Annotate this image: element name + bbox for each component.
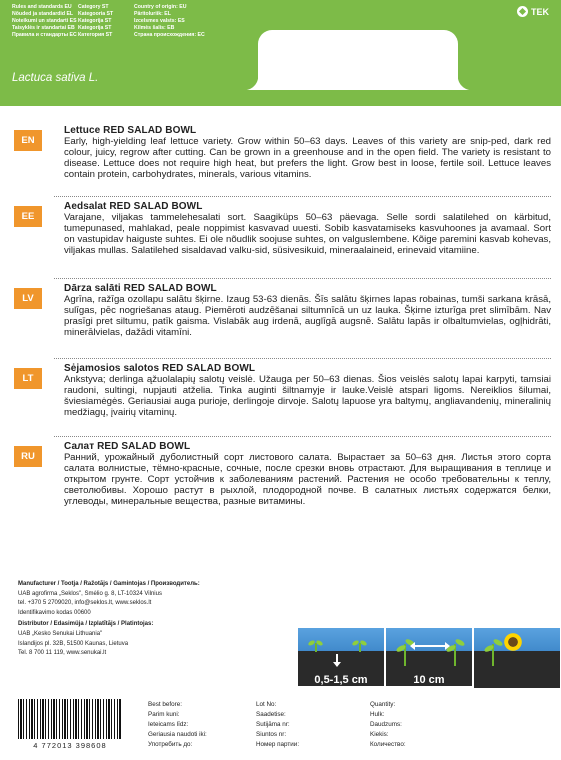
origin-line: Kilmės šalis: EB <box>134 25 175 31</box>
sprout-icon <box>356 639 364 651</box>
sowing-illustrations <box>298 628 560 674</box>
quantity-labels <box>370 700 406 750</box>
lang-badge: LT <box>14 368 42 389</box>
lot-label: Sutijāma nr: <box>256 721 290 728</box>
section-title: Sėjamosios salotos RED SALAD BOWL <box>64 363 256 374</box>
lot-labels <box>256 700 299 750</box>
quantity-label: Quantity: <box>370 701 396 708</box>
sowing-depth-label: 0,5-1,5 cm <box>298 674 384 686</box>
rules-line: Правила и стандарты ЕС <box>12 32 77 38</box>
origin-line: Country of origin: EU <box>134 4 187 10</box>
arrow-down-icon <box>336 654 338 664</box>
sprout-icon <box>312 639 320 651</box>
best-before-label: Geriausia naudoti iki: <box>148 731 207 738</box>
soil <box>474 674 560 688</box>
rules-line: Rules and standards EU <box>12 4 72 10</box>
origin-line: Päritoluriik: EL <box>134 11 171 17</box>
section-title: Салат RED SALAD BOWL <box>64 441 191 452</box>
best-before-labels <box>148 700 207 750</box>
category-line: Kategorija ST <box>78 25 112 31</box>
category-line: Kategorija ST <box>78 18 112 24</box>
lang-badge: RU <box>14 446 42 467</box>
section-ee <box>0 196 561 278</box>
plant-spacing-image <box>386 628 472 674</box>
barcode <box>10 695 130 755</box>
sowing-depth-image <box>298 628 384 674</box>
latin-name: Lactuca sativa L. <box>12 72 99 84</box>
quantity-label: Hulk: <box>370 711 385 718</box>
section-ru <box>0 436 561 528</box>
standards-grid <box>12 4 214 39</box>
sunlight-image <box>474 628 560 674</box>
manufacturer-id: Identifikavimo kodas 00600 <box>18 609 91 616</box>
rules-column <box>12 4 77 39</box>
divider <box>54 358 551 359</box>
brand-logo <box>517 6 549 17</box>
manufacturer-contact: tel. +370 5 2709020, info@seklos.lt, www.seklos.lt <box>18 600 152 607</box>
section-en <box>0 120 561 196</box>
lot-label: Lot No: <box>256 701 277 708</box>
best-before-label: Ieteicams līdz: <box>148 721 189 728</box>
distributor-contact: Tel. 8 700 11 119, www.senukai.lt <box>18 650 107 657</box>
origin-line: Страна происхождения: ЕС <box>134 32 205 38</box>
header-banner <box>0 0 561 106</box>
rules-line: Taisyklės ir standartai EB <box>12 25 75 31</box>
barcode-number: 4 772013 398608 <box>33 741 107 750</box>
category-line: Kategooria ST <box>78 11 114 17</box>
category-line: Категория ST <box>78 32 113 38</box>
section-body: Early, high-yielding leaf lettuce variety. Grow within 50–63 days. Leaves of this variety are snip-ped, dark red colour, juicy, regrow after cutting. Can be grown in a greenhouse and in the open field. The variety is resistant to disease. Lettuce does not require high heat, but prefers the light. Grow best in loose, fertile soil. Lettuce leaves contain protein, carbohydrates, minerals, various vitamins. <box>64 136 551 180</box>
lang-badge: LV <box>14 288 42 309</box>
distributor-address: Islandijos pl. 32B, 51500 Kaunas, Lietuva <box>18 640 129 647</box>
lot-label: Siuntos nr: <box>256 731 287 738</box>
quantity-label: Количество: <box>370 741 406 748</box>
rules-line: Noteikumi un standarti ES <box>12 18 77 24</box>
soil <box>298 651 384 674</box>
tek-logo-icon <box>517 6 528 17</box>
best-before-label: Best before: <box>148 701 182 708</box>
quantity-label: Daudzums: <box>370 721 402 728</box>
section-body: Ранний, урожайный дуболистный сорт листового салата. Вырастает за 50–63 дня. Листья этого сорта салата волнистые, тёмно-красные, сочные, после срезки вновь отрастают. Для выращивания в теплице и открытом грунте. Сорт устойчив к заболеваниям растений. Растения не особо требовательны к теплу, светолюбивы. Хорошо растут в рыхлой, плодородной почве. В салатных листьях содержатся белки, углеводы, минеральные вещества, разные витамины. <box>64 452 551 507</box>
section-title: Lettuce RED SALAD BOWL <box>64 125 197 136</box>
origin-line: Izcelsmes valsts: ES <box>134 18 185 24</box>
seedling-icon <box>484 634 502 664</box>
plant-spacing-label: 10 cm <box>386 674 472 686</box>
header-notch <box>258 30 458 90</box>
section-title: Dārza salāti RED SALAD BOWL <box>64 283 217 294</box>
section-body: Agrīna, ražīga ozollapu salātu šķirne. Izaug 53-63 dienās. Šīs salātu šķirnes lapas robainas, tumši sarkana krāsā, sulīgas, pēc nogriešanas ataug. Piemēroti audzēšanai siltumnīcā un uz lauka. Šķirne izturīga pret slimībām. Nav prasīgi pret siltumu, patīk gaisma. Vislabāk aug irdenā, auglīgā augsnē. Salātu lapās ir olbaltumvielas, ogļhidrāti, minerālvielas, dažādi vitamīni. <box>64 294 551 338</box>
divider <box>54 436 551 437</box>
section-title: Aedsalat RED SALAD BOWL <box>64 201 203 212</box>
divider <box>54 196 551 197</box>
arrow-left-right-icon <box>413 645 447 647</box>
category-column <box>78 4 130 39</box>
section-lt <box>0 358 561 436</box>
manufacturer-info <box>18 580 288 659</box>
distributor-name: UAB „Kesko Senukai Lithuania" <box>18 630 103 637</box>
lot-label: Номер партии: <box>256 741 300 748</box>
quantity-label: Kiekis: <box>370 731 389 738</box>
distributor-heading: Distributor / Edasimüja / Izplatītājs / Platintojas: <box>18 621 154 628</box>
barcode-bars <box>18 699 122 739</box>
rules-line: Nõuded ja standardid EL <box>12 11 74 17</box>
brand-name: TEK <box>531 6 549 17</box>
origin-column <box>134 4 214 39</box>
divider <box>54 278 551 279</box>
best-before-label: Употребить до: <box>148 741 193 748</box>
manufacturer-heading: Manufacturer / Tootja / Ražotājs / Gamintojas / Производитель: <box>18 581 200 587</box>
lot-label: Saadetise: <box>256 711 286 718</box>
section-body: Ankstyva; derlinga ąžuolalapių salotų veislė. Užauga per 50–63 dienas. Šios veislės salotų lapai karpyti, tamsiai raudoni, sultingi, nupjauti atželia. Tinka auginti šiltnamyje ir lauke.Veislė atspari ligoms. Nereiklios šilumai, šviesiamėgės. Geriausiai auga purioje, derlingoje dirvoje. Salotų lapuose yra baltymų, angliavandenių, mineralinių medžiagų, įvairių vitaminų. <box>64 374 551 418</box>
section-lv <box>0 278 561 358</box>
best-before-label: Parim kuni: <box>148 711 180 718</box>
lang-badge: EE <box>14 206 42 227</box>
sun-icon <box>502 631 524 653</box>
lang-badge: EN <box>14 130 42 151</box>
section-body: Varajane, viljakas tammelehesalati sort. Saagiküps 50–63 päevaga. Selle sordi salatilehed on kärbitud, tumepunased, mahlakad, peale noppimist kasvavad uuesti. Sobib kasvatamiseks kasvuhoones ja avamaal. Sort on vastupidav haiguste suhtes. Ei ole nõudlik soojuse suhtes, on valguslembene. Kõige paremini kasvab kohevas, viljakas mullas. Salatilehed sisaldavad valku-sid, süsivesikuid, mineraalaineid, erinevaid vitamiine. <box>64 212 551 256</box>
manufacturer-address: UAB agrofirma „Seklos", Smėlio g. 8, LT-10324 Vilnius <box>18 590 162 597</box>
category-line: Category ST <box>78 4 109 10</box>
